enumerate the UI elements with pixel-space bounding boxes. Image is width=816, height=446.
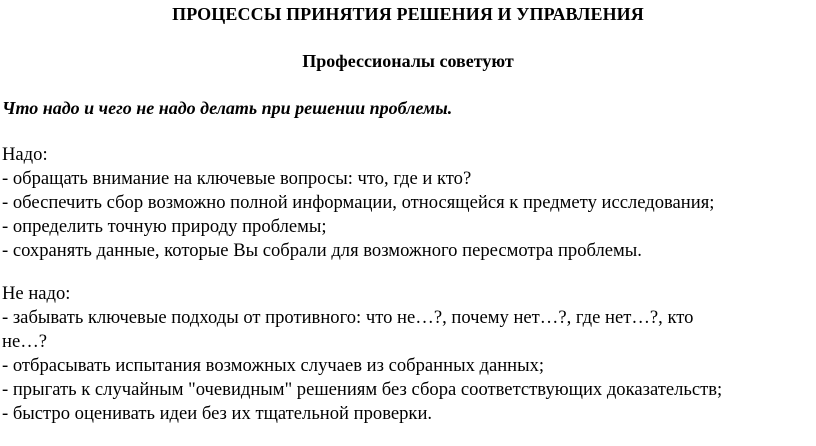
dont-section (2, 282, 802, 426)
dont-item: - быстро оценивать идеи без их тщательной проверки. (2, 403, 433, 424)
do-section (2, 143, 802, 263)
dont-heading: Не надо: (2, 283, 71, 304)
dont-item: - прыгать к случайным "очевидным" решениям без сбора соответствующих доказательств; (2, 379, 723, 400)
document-title: ПРОЦЕССЫ ПРИНЯТИЯ РЕШЕНИЯ И УПРАВЛЕНИЯ (172, 4, 644, 24)
do-item: - определить точную природу проблемы; (2, 216, 327, 237)
dont-item: - забывать ключевые подходы от противного: что не…?, почему нет…?, где нет…?, кто (2, 307, 694, 328)
do-item: - сохранять данные, которые Вы собрали для возможного пересмотра проблемы. (2, 240, 642, 261)
section-question: Что надо и чего не надо делать при решении проблемы. (2, 98, 453, 118)
do-item: - обращать внимание на ключевые вопросы: что, где и кто? (2, 168, 472, 189)
dont-item: - отбрасывать испытания возможных случаев из собранных данных; (2, 355, 545, 376)
do-heading: Надо: (2, 144, 48, 165)
document-subtitle: Профессионалы советуют (302, 51, 514, 71)
do-item: - обеспечить сбор возможно полной информации, относящейся к предмету исследования; (2, 192, 715, 213)
dont-item-continuation: не…? (2, 331, 48, 352)
